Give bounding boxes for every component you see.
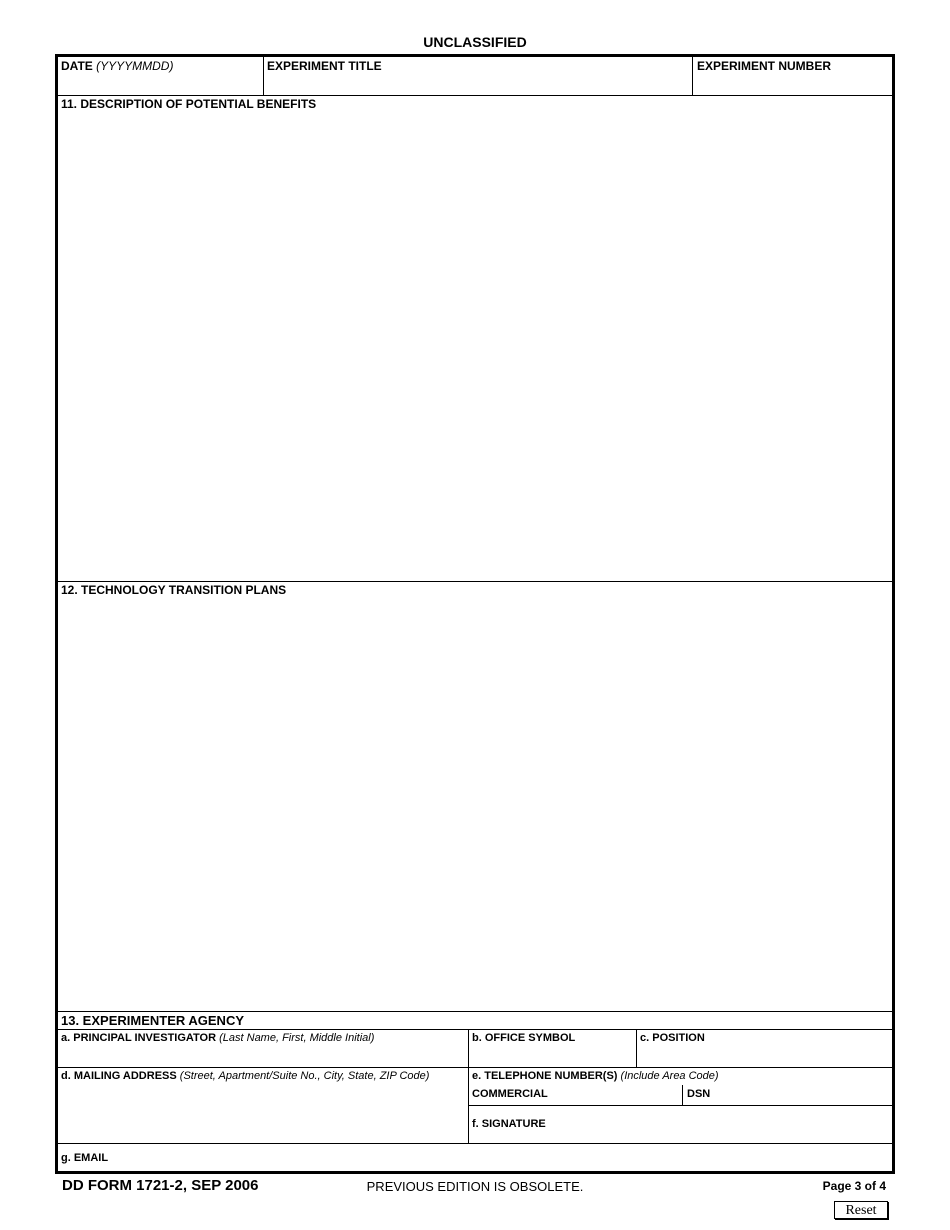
email-field[interactable] (108, 1147, 888, 1169)
signature-label: f. SIGNATURE (472, 1118, 546, 1130)
date-field[interactable] (61, 75, 259, 93)
divider (58, 1011, 892, 1012)
transition-plans-field[interactable] (61, 599, 889, 1009)
divider (468, 1029, 469, 1143)
section-11-label: 11. DESCRIPTION OF POTENTIAL BENEFITS (61, 97, 317, 111)
potential-benefits-field[interactable] (61, 113, 889, 579)
form-page (55, 54, 895, 1174)
principal-investigator-field[interactable] (61, 1047, 463, 1065)
experiment-title-label: EXPERIMENT TITLE (267, 59, 382, 73)
telephone-label: e. TELEPHONE NUMBER(S) (Include Area Code) (472, 1070, 719, 1082)
date-label: DATE (YYYYMMDD) (61, 59, 174, 73)
dsn-phone-field[interactable] (714, 1086, 888, 1104)
mailing-address-field[interactable] (61, 1085, 463, 1141)
divider (692, 57, 693, 95)
divider (263, 57, 264, 95)
section-13-label: 13. EXPERIMENTER AGENCY (61, 1013, 245, 1028)
principal-investigator-label: a. PRINCIPAL INVESTIGATOR (Last Name, First, Middle Initial) (61, 1032, 375, 1044)
classification-marking: UNCLASSIFIED (423, 34, 527, 50)
divider (58, 95, 892, 96)
email-label: g. EMAIL (61, 1152, 109, 1164)
divider (58, 1143, 892, 1144)
office-symbol-field[interactable] (472, 1047, 632, 1065)
experiment-number-field[interactable] (697, 75, 887, 93)
commercial-label: COMMERCIAL (472, 1088, 548, 1100)
position-label: c. POSITION (640, 1032, 705, 1044)
edition-note: PREVIOUS EDITION IS OBSOLETE. (366, 1179, 584, 1194)
divider (682, 1085, 683, 1105)
divider (468, 1105, 892, 1106)
section-12-label: 12. TECHNOLOGY TRANSITION PLANS (61, 583, 287, 597)
dsn-label: DSN (687, 1088, 711, 1100)
divider (58, 1067, 892, 1068)
position-field[interactable] (640, 1047, 888, 1065)
form-identifier: DD FORM 1721-2, SEP 2006 (62, 1177, 259, 1194)
page-number: Page 3 of 4 (822, 1179, 886, 1193)
divider (58, 1029, 892, 1030)
divider (636, 1029, 637, 1067)
experiment-number-label: EXPERIMENT NUMBER (697, 59, 832, 73)
signature-field[interactable] (543, 1109, 888, 1141)
office-symbol-label: b. OFFICE SYMBOL (472, 1032, 576, 1044)
reset-button[interactable]: Reset (834, 1201, 888, 1219)
divider (58, 581, 892, 582)
experiment-title-field[interactable] (267, 75, 687, 93)
commercial-phone-field[interactable] (553, 1086, 679, 1104)
mailing-address-label: d. MAILING ADDRESS (Street, Apartment/Suite No., City, State, ZIP Code) (61, 1070, 430, 1082)
